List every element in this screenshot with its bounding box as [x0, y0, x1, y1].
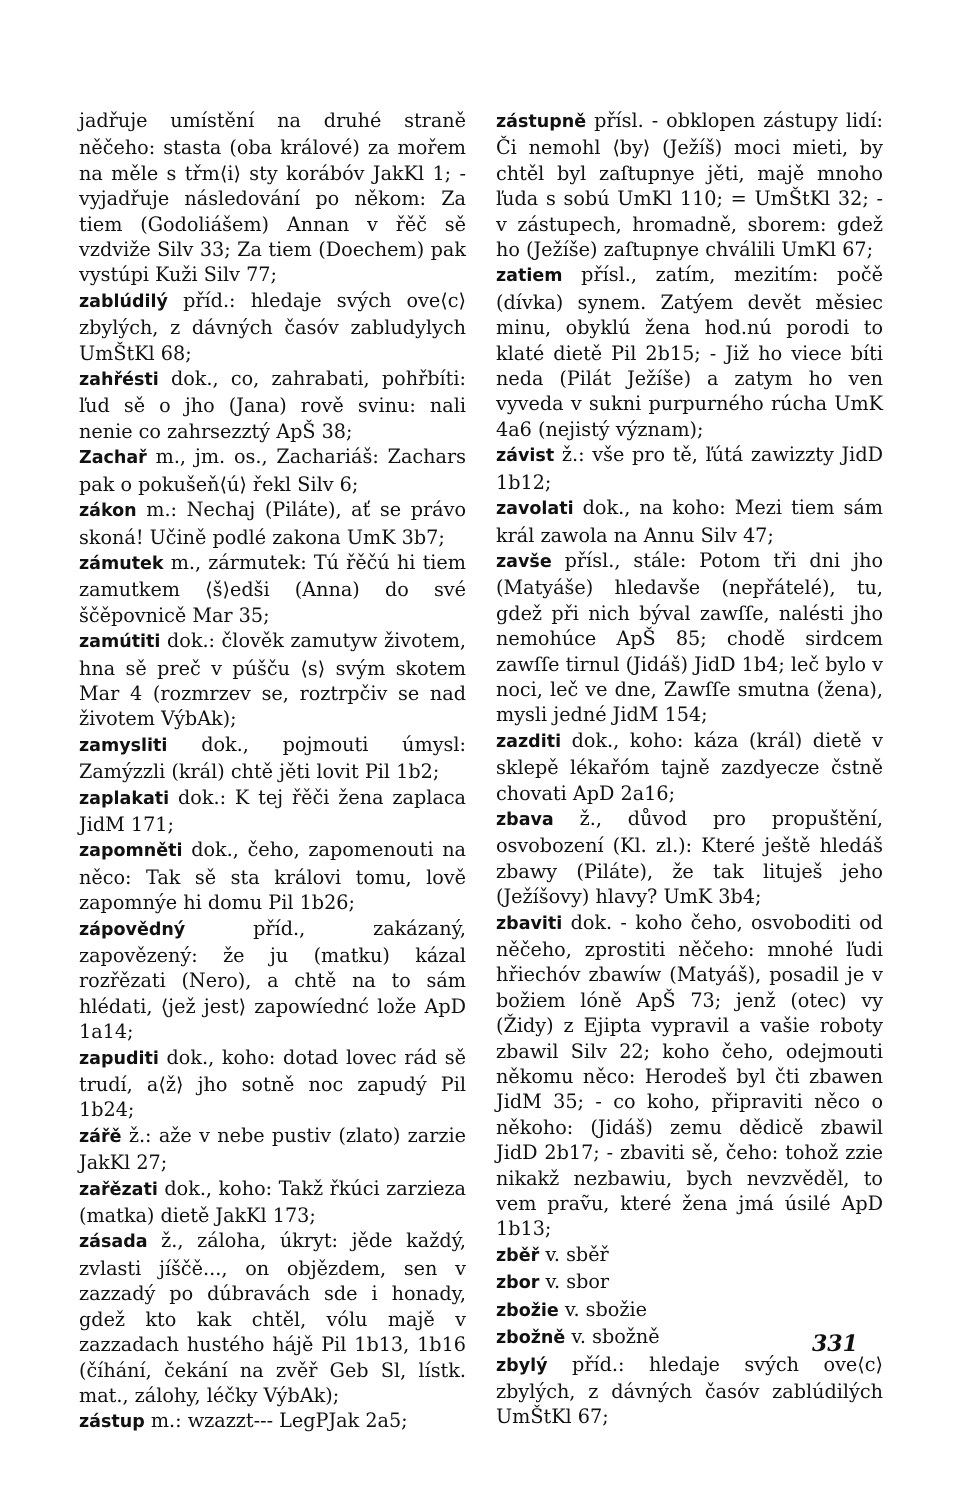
headword: zbožně	[496, 1328, 566, 1349]
entry-body: dok., čeho, zapomenouti na něco: Tak sě sta královi tomu, lově zapomnýe hi domu Pil 1b26;	[79, 838, 466, 915]
headword: zbaviti	[496, 913, 563, 934]
entry	[496, 910, 883, 1242]
headword: zářě	[79, 1126, 122, 1147]
headword: zavše	[496, 551, 552, 572]
headword: zásada	[79, 1232, 148, 1253]
entry-body: v. sbožie	[558, 1297, 647, 1321]
entry-body: dok.: K tej řěči žena zaplaca JidM 171;	[79, 785, 466, 836]
left-column	[79, 108, 466, 1436]
headword: zběř	[496, 1245, 540, 1266]
page-number: 331	[812, 1331, 858, 1357]
entry-body: přísl. - obklopen zástupy lidí: Či nemohl ⟨by⟩ (Ježíš) moci mieti, by chtěl byl zaſtupnye jěti, majě mnoho ľuda s sobú UmKl 110; = UmŠtKl 32; - v zástupech, hromadně, sborem: gdež ho (Ježíše) zaſtupnye chválili UmKl 67;	[496, 109, 883, 262]
entry	[496, 108, 883, 262]
entry-body: jadřuje umístění na druhé straně něčeho: stasta (oba králové) za mořem na měle s třm⟨i⟩ sty korábóv JakKl 1; - vyjadřuje následování po někom: Za tiem (Godoliášem) Annan v řěč sě vzdviže Silv 33; Za tiem (Doechem) pak vystúpi Kuži Silv 77;	[79, 109, 466, 287]
entry-body: m., jm. os., Zachariáš: Zachars pak o pokušeň⟨ú⟩ řekl Silv 6;	[79, 445, 466, 496]
entry-body: příd., zakázaný, zapovězený: že ju (matku) kázal rozřězati (Nero), a chtě na to sám hlédati, ⟨jež jest⟩ zapowíednć lože ApD 1a14;	[79, 916, 466, 1044]
entry-body: ž., důvod pro propuštění, osvobození (Kl. zl.): Které ještě hledáš zbawy (Piláte), že tak lituješ jeho (Ježíšovy) hlavy? UmK 3b4;	[496, 806, 883, 909]
entry	[496, 442, 883, 495]
entry	[79, 497, 466, 550]
entry	[496, 1269, 883, 1296]
headword: zápovědný	[79, 919, 186, 940]
entry-body: v. sbožně	[565, 1325, 660, 1349]
entry	[496, 262, 883, 442]
entry-body: dok.: člověk zamutyw životem, hna sě preč v púšču ⟨s⟩ svým skotem Mar 4 (rozmrzev se, roztrpčiv se nad životem VýbAk);	[79, 629, 466, 731]
entry-body: ž.: vše pro tě, ľútá zawizzty JidD 1b12;	[496, 443, 883, 494]
entry	[79, 785, 466, 838]
headword: zazditi	[496, 731, 562, 752]
entry-body: dok., koho: káza (král) dietě v sklepě lékařóm tajně zazdyecze čstně chovati ApD 2a16;	[496, 728, 883, 805]
entry-body: dok., pojmouti úmysl: Zamýzzli (král) chtě jěti lovit Pil 1b2;	[79, 732, 466, 784]
entry	[79, 444, 466, 497]
headword: zástup	[79, 1412, 145, 1433]
entry	[496, 1297, 883, 1324]
headword: zamysliti	[79, 735, 168, 756]
entry	[496, 728, 883, 806]
headword: zamútiti	[79, 632, 161, 653]
headword: zapomněti	[79, 841, 183, 862]
entry-body: příd.: hledaje svých ove⟨c⟩ zbylých, z dávných časóv zablúdilých UmŠtKl 67;	[496, 1352, 883, 1429]
headword: zahřésti	[79, 370, 159, 391]
headword: zatiem	[496, 266, 563, 287]
entry	[79, 628, 466, 732]
headword: Zachař	[79, 448, 147, 469]
entry-body: dok., koho: Takž řkúci zarzieza (matka) dietě JakKl 173;	[79, 1176, 466, 1228]
headword: zbylý	[496, 1355, 548, 1376]
headword: zákon	[79, 501, 137, 522]
entry	[79, 1228, 466, 1408]
entry-body: ž., záloha, úkryt: jěde každý, zvlasti jíščě..., on objězdem, sen v zazzadý po dúbravách sde i honady, gdež kto kak chtěl, vólu majě v zazzadach hustého hájě Pil 1b13, 1b16 (číhání, čekání na zvěř Geb Sl, lístk. mat., zálohy, léčky VýbAk);	[79, 1229, 466, 1407]
entry-body: dok. - koho čeho, osvoboditi od něčeho, zprostiti něčeho: mnohé ľudi hřiechóv zbawíw (Matyáš), posadil je v božiem lóně ApŠ 73; jenž (otec) vy (Židy) z Ejipta vypravil a vašie roboty zbawil Silv 22; koho čeho, odejmouti někomu něco: Herodeš byl čti zbawen JidM 35; - co koho, připraviti něco o někoho: (Jidáš) zemu dědicě zbawil JidD 2b17; - zbaviti sě, čeho: tohož zzie nikakž nezbawiu, bych nevzvěděl, to vem praṽu, které žena jmá úsilé ApD 1b13;	[496, 910, 883, 1241]
entry	[496, 1242, 883, 1269]
entry-body: přísl., zatím, mezitím: počě (dívka) synem. Zatýem devět měsiec minu, obyklú žena hod.nú porodi to klaté dietě Pil 2b15; - Již ho viece bíti neda (Pilát Ježíše) a zatym ho ven vyveda v sukni purpurného rúcha UmK 4a6 (nejistý význam);	[496, 263, 883, 441]
entry-body: příd.: hledaje svých ove⟨c⟩ zbylých, z dávných časóv zabludylych UmŠtKl 68;	[79, 288, 466, 365]
headword: zařězati	[79, 1179, 158, 1200]
entry	[79, 1123, 466, 1176]
entry	[79, 732, 466, 785]
entry-body: m., zármutek: Tú řěčú hi tiem zamutkem ⟨š⟩edši (Anna) do své ščěpovnicě Mar 35;	[79, 550, 466, 627]
entry-body: m.: wzazzt--- LegPJak 2a5;	[144, 1409, 408, 1433]
entry	[79, 550, 466, 628]
headword: zaplakati	[79, 788, 170, 809]
headword: zapuditi	[79, 1048, 159, 1069]
entry	[79, 1045, 466, 1123]
headword: zástupně	[496, 112, 587, 132]
entry	[496, 1352, 883, 1430]
entry	[79, 288, 466, 366]
headword: zbor	[496, 1273, 540, 1294]
entry-body: m.: Nechaj (Piláte), ať se právo skoná! Učině podlé zakona UmK 3b7;	[79, 498, 466, 549]
entry-body: v. sbor	[539, 1270, 610, 1294]
headword: zavolati	[496, 499, 574, 520]
entry	[496, 806, 883, 910]
entry	[79, 1408, 466, 1435]
entry	[496, 548, 883, 728]
headword: zbožie	[496, 1300, 559, 1321]
entry-body: přísl., stále: Potom tři dni jho (Matyáše) hledavše (nepřátelé), tu, gdež při nich býval zawſſe, nalésti jho nemohúce ApŠ 85; chodě sirdcem zawſſe tirnul (Jidáš) JidD 1b4; leč bylo v noci, leč ve dne, Zawſſe smutna (žena), mysli jedné JidM 154;	[496, 548, 884, 727]
entry-body: v. sběř	[539, 1242, 609, 1266]
entry-body: dok., koho: dotad lovec rád sě trudí, a⟨ž⟩ jho sotně noc zapudý Pil 1b24;	[79, 1045, 466, 1122]
entry	[79, 366, 466, 444]
entry-body: dok., co, zahrabati, pohřbíti: ľud sě o jho (Jana) rově svinu: nali nenie co zahrsezztý ApŠ 38;	[79, 367, 466, 443]
headword: zablúdilý	[79, 291, 168, 312]
entry	[79, 1176, 466, 1229]
right-column	[496, 108, 883, 1430]
headword: zámutek	[79, 553, 164, 574]
headword: závist	[496, 446, 555, 467]
entry	[79, 837, 466, 915]
headword: zbava	[496, 809, 554, 830]
entry-body: ž.: aže v nebe pustiv (zlato) zarzie JakKl 27;	[79, 1123, 466, 1175]
entry	[496, 495, 883, 548]
entry	[79, 916, 466, 1045]
entry-body: dok., na koho: Mezi tiem sám král zawola na Annu Silv 47;	[496, 496, 883, 547]
entry	[79, 108, 466, 288]
